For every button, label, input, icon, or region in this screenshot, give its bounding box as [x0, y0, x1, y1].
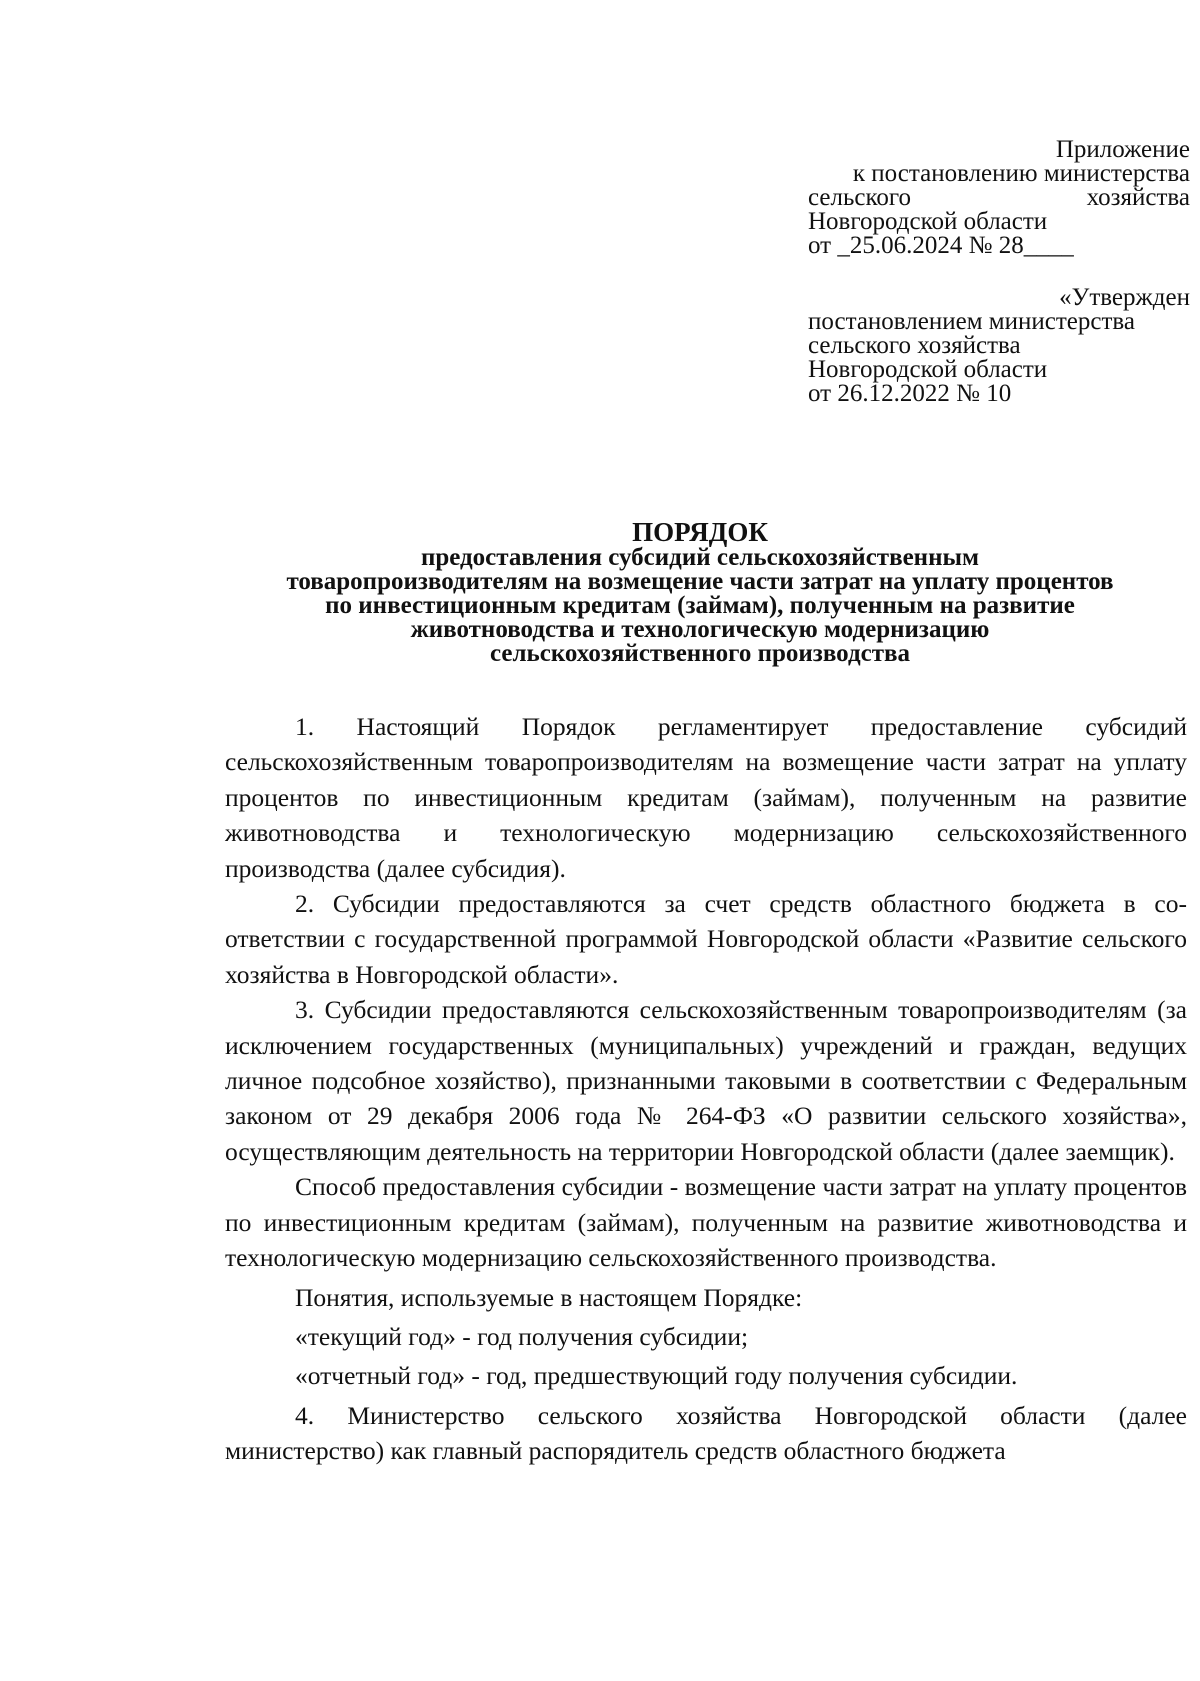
title-line: по инвестиционным кредитам (займам), полученным на развитие — [325, 592, 1075, 619]
appendix-line: к постановлению министерства — [852, 160, 1190, 187]
appendix-block — [808, 138, 1190, 258]
title-line: товаропроизводителям на возмещение части затрат на уплату процентов — [286, 568, 1114, 595]
title-line: животноводства и технологическую модернизацию — [410, 616, 990, 643]
title-line: сельскохозяйственного производства — [490, 640, 910, 667]
paragraph: 1. Настоящий Порядок регламентирует предоставление субсидий сельскохозяйственным товаропроизводителям на возмещение части затрат на уплату процентов по инвестиционным кредитам (займам), полученным на развитие животноводства и технологическую модернизацию сельскохозяйственного производства (далее субсидия). — [225, 712, 1187, 883]
paragraph: Понятия, используемые в настоящем Порядке: — [295, 1282, 803, 1312]
appendix-line — [808, 186, 1190, 210]
paragraph: «отчетный год» - год, предшествующий году получения субсидии. — [295, 1361, 1018, 1391]
appendix-word: сельского — [808, 184, 911, 211]
appendix-line: Новгородской области — [808, 208, 1048, 235]
paragraph: Способ предоставления субсидии - возмещение части затрат на уплату процентов по инвестиционным кредитам (займам), полученным на развитие животноводства и технологическую модернизацию сельскохозяйственного производства. — [225, 1172, 1187, 1273]
appendix-line: от _25.06.2024 № 28____ — [808, 232, 1074, 259]
paragraph: 3. Субсидии предоставляются сельскохозяйственным товаропроизводителям (за исключением государственных (муниципальных) учреждений и граждан, ведущих личное подсобное хозяйство), признанными таковыми в соответствии с Федеральным законом от 29 декабря 2006 года № 264-ФЗ «О развитии сельского хозяйства», осуществляющим деятельность на территории Новгородской области (далее заемщик). — [225, 995, 1187, 1166]
approved-line: «Утвержден — [1059, 284, 1190, 311]
approved-line: сельского хозяйства — [808, 332, 1021, 359]
document-title — [200, 517, 1200, 667]
paragraph: «текущий год» - год получения субсидии; — [295, 1321, 749, 1351]
approved-line: от 26.12.2022 № 10 — [808, 380, 1012, 407]
approved-line: Новгородской области — [808, 356, 1048, 383]
document-body — [225, 709, 1187, 1469]
paragraph: 2. Субсидии предоставляются за счет средств областного бюджета в со-ответствии с государственной программой Новгородской области «Развитие сельского хозяйства в Новгородской области». — [225, 889, 1187, 989]
title-main: ПОРЯДОК — [632, 517, 768, 547]
title-line: предоставления субсидий сельскохозяйственным — [420, 544, 980, 571]
paragraph: 4. Министерство сельского хозяйства Новгородской области (далее министерство) как главный распорядитель средств областного бюджета — [225, 1400, 1187, 1466]
appendix-line: Приложение — [1055, 136, 1190, 163]
approved-line: постановлением министерства — [808, 308, 1135, 335]
appendix-word: хозяйства — [1086, 184, 1190, 211]
approved-block — [808, 286, 1190, 406]
